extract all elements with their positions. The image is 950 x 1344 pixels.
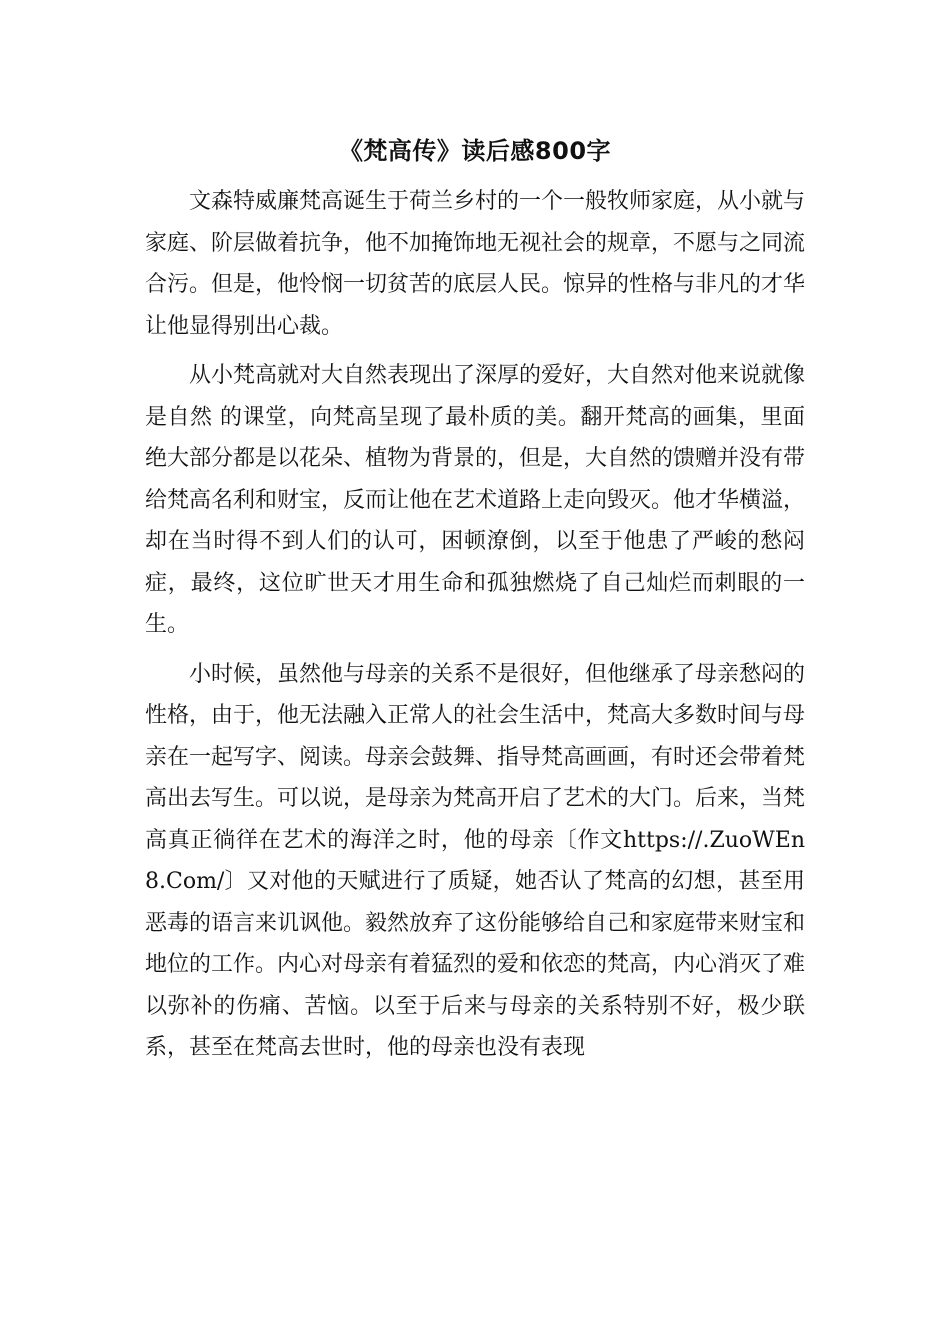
paragraph-3: 小时候，虽然他与母亲的关系不是很好，但他继承了母亲愁闷的性格，由于，他无法融入正常人的社会生活中，梵高大多数时间与母亲在一起写字、阅读。母亲会鼓舞、指导梵高画画，有时还会带着梵高出去写生。可以说，是母亲为梵高开启了艺术的大门。后来，当梵高真正徜徉在艺术的海洋之时，他的母亲〔作文https://.ZuoWEn8.Com/〕又对他的天赋进行了质疑，她否认了梵高的幻想，甚至用恶毒的语言来讥讽他。毅然放弃了这份能够给自己和家庭带来财宝和地位的工作。内心对母亲有着猛烈的爱和依恋的梵高，内心消灭了难以弥补的伤痛、苦恼。以至于后来与母亲的关系特别不好，极少联系，甚至在梵高去世时，他的母亲也没有表现 xyxy=(145,661,806,1060)
paragraph-1: 文森特威廉梵高诞生于荷兰乡村的一个一般牧师家庭，从小就与家庭、阶层做着抗争，他不加掩饰地无视社会的规章，不愿与之同流合污。但是，他怜悯一切贫苦的底层人民。惊异的性格与非凡的才华让他显得别出心裁。 xyxy=(145,189,806,339)
page-title: 《梵高传》读后感800字 xyxy=(338,137,612,165)
paragraph-2: 从小梵高就对大自然表现出了深厚的爱好，大自然对他来说就像是自然 的课堂，向梵高呈现了最朴质的美。翻开梵高的画集，里面绝大部分都是以花朵、植物为背景的，但是，大自然的馈赠并没有带给梵高名利和财宝，反而让他在艺术道路上走向毁灭。他才华横溢，却在当时得不到人们的认可，困顿潦倒，以至于他患了严峻的愁闷症，最终，这位旷世天才用生命和孤独燃烧了自己灿烂而刺眼的一生。 xyxy=(145,363,806,637)
body-text xyxy=(145,181,805,1077)
